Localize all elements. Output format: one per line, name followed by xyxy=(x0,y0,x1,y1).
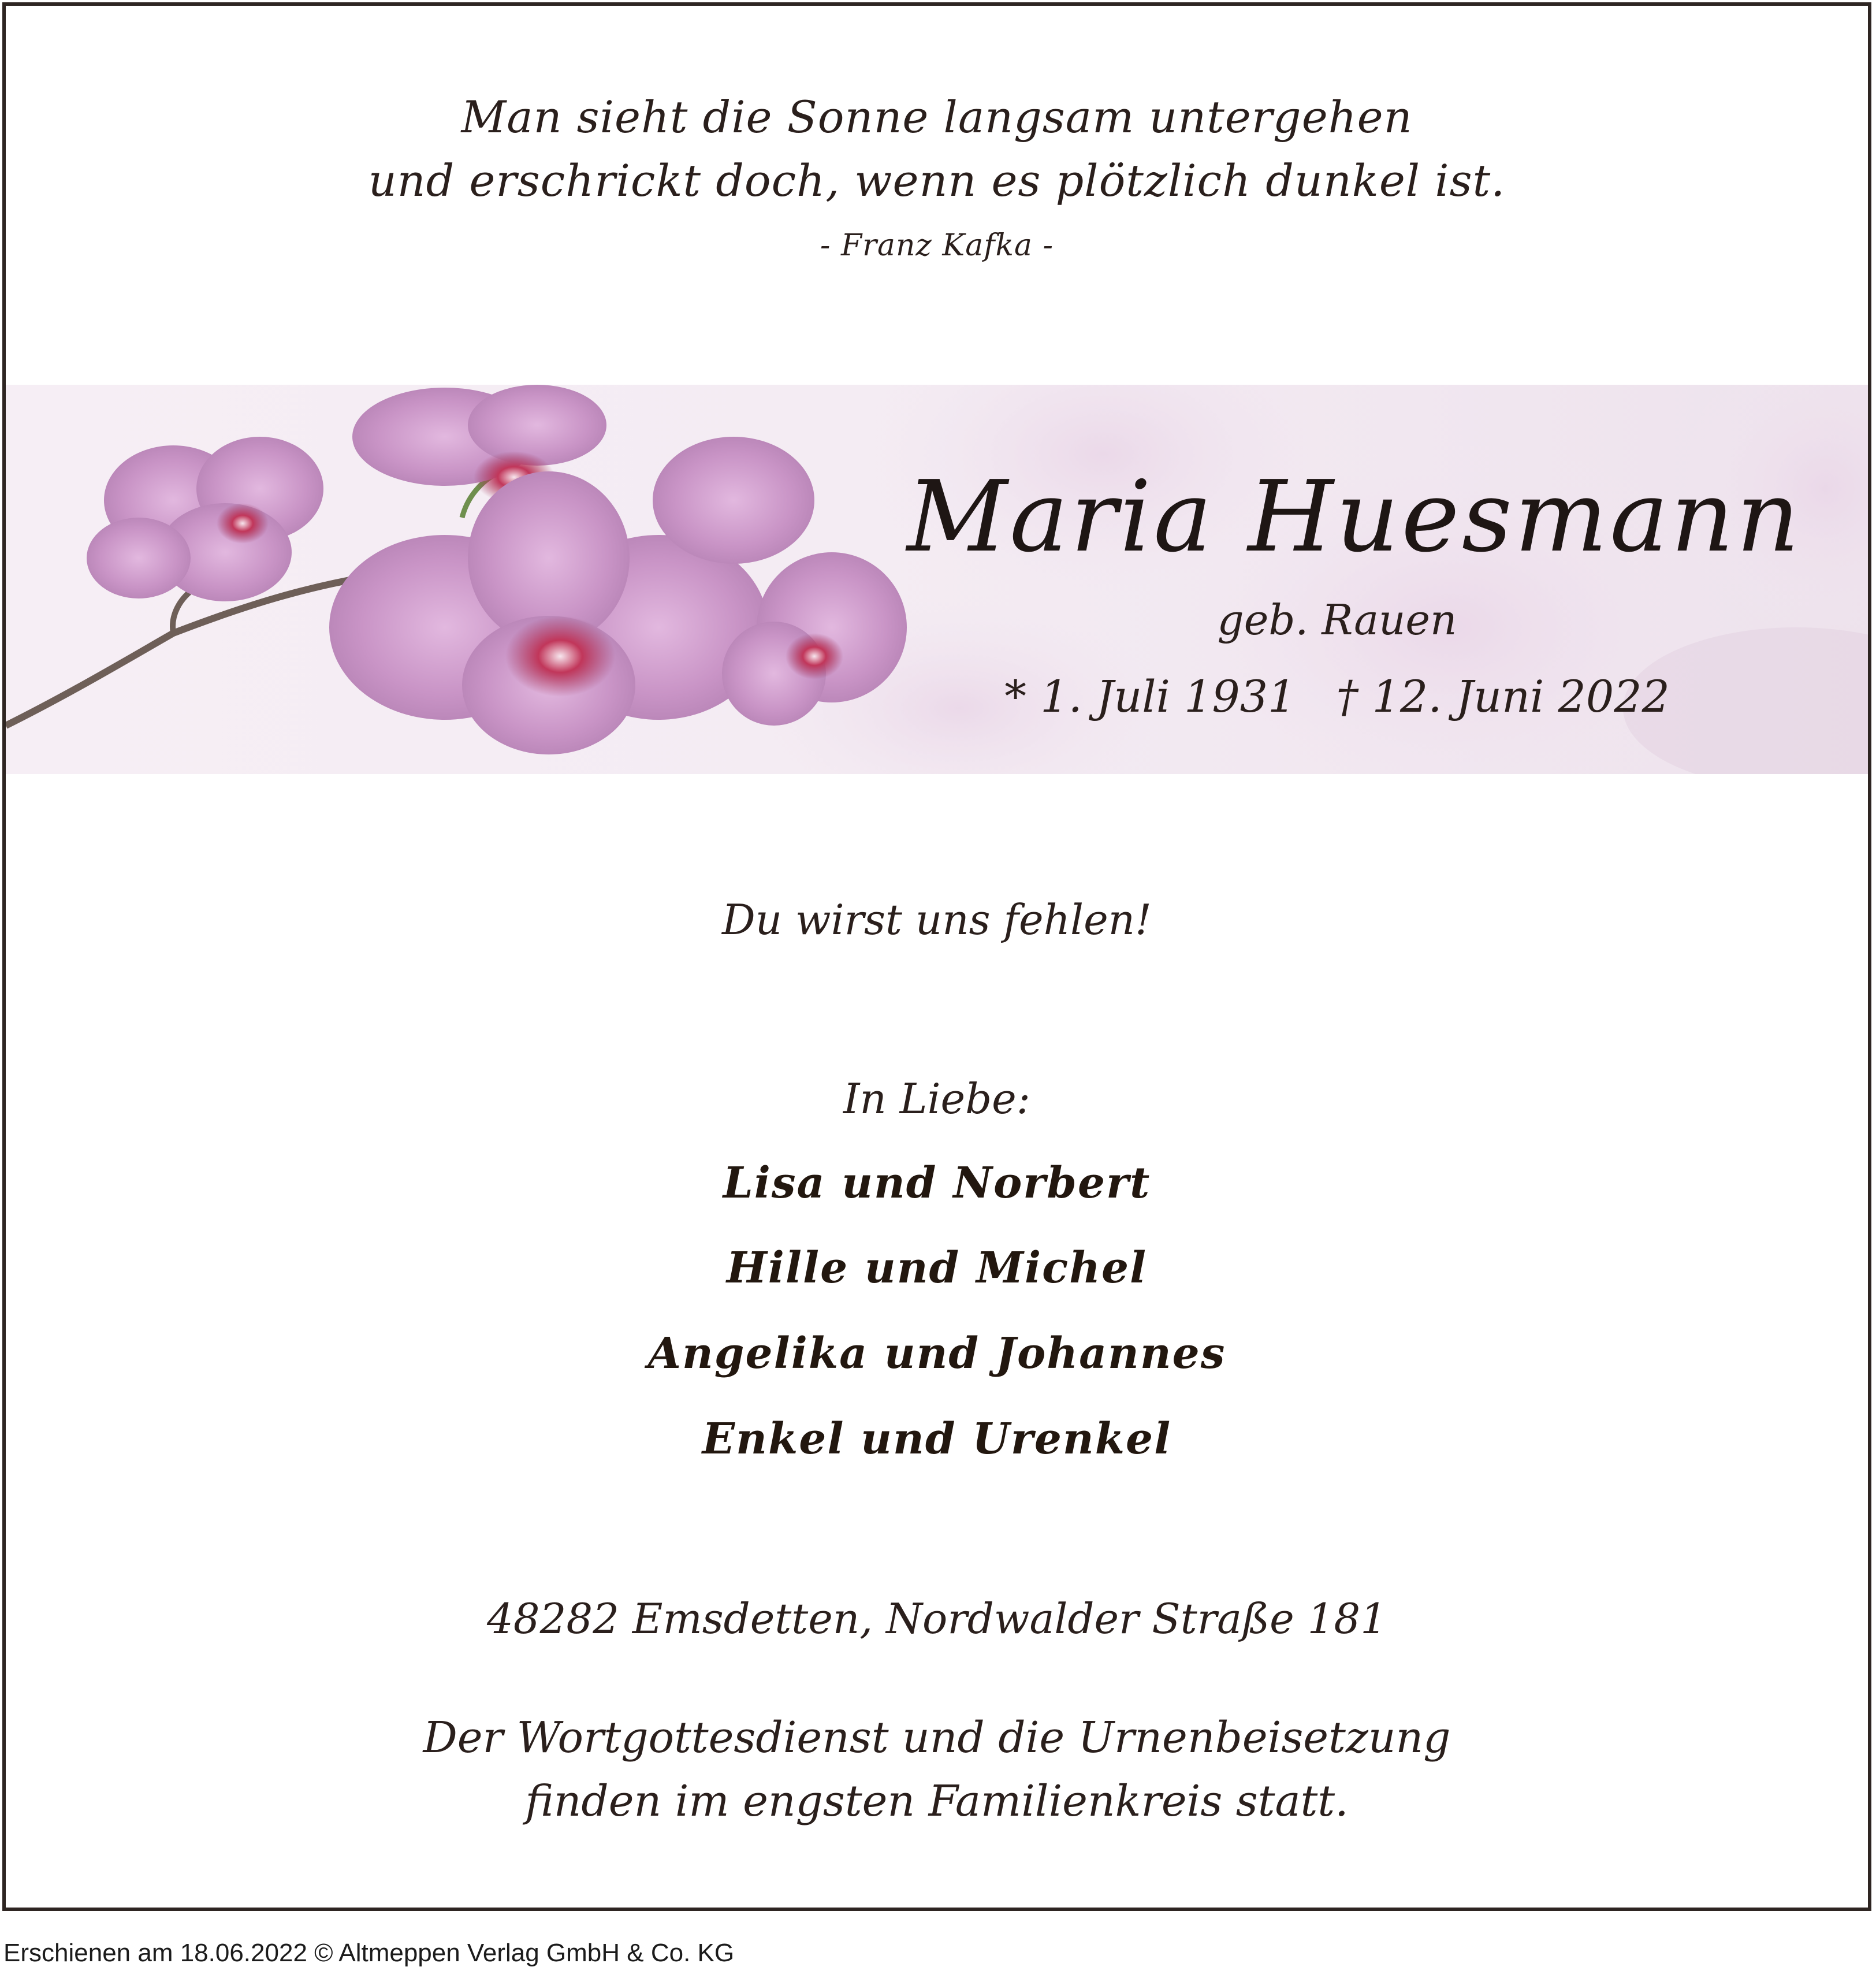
quote-author: - Franz Kafka - xyxy=(820,228,1054,263)
orchid-banner xyxy=(6,385,1871,774)
quote-line-1: Man sieht die Sonne langsam untergehen xyxy=(461,91,1413,143)
deceased-name: Maria Huesmann xyxy=(907,460,1802,574)
obituary-notice xyxy=(2,2,1871,1911)
farewell-message: Du wirst uns fehlen! xyxy=(722,895,1152,944)
life-dates xyxy=(907,671,1767,722)
publication-footer: Erschienen am 18.06.2022 © Altmeppen Verlag GmbH & Co. KG xyxy=(3,1939,735,1967)
love-intro: In Liebe: xyxy=(843,1074,1031,1123)
mourner-name: Angelika und Johannes xyxy=(647,1329,1226,1378)
address: 48282 Emsdetten, Nordwalder Straße 181 xyxy=(486,1594,1387,1643)
mourner-name: Hille und Michel xyxy=(726,1243,1148,1293)
mourner-name: Enkel und Urenkel xyxy=(702,1414,1172,1464)
service-note-line-1: Der Wortgottesdienst und die Urnenbeisetzung xyxy=(423,1713,1451,1763)
death-date: † 12. Juni 2022 xyxy=(1336,671,1670,722)
service-note-line-2: finden im engsten Familienkreis statt. xyxy=(525,1776,1349,1826)
maiden-name: geb. Rauen xyxy=(1217,596,1457,644)
quote-line-2: und erschrickt doch, wenn es plötzlich dunkel ist. xyxy=(368,155,1506,206)
birth-date: * 1. Juli 1931 xyxy=(1004,671,1296,722)
mourner-name: Lisa und Norbert xyxy=(723,1158,1151,1208)
